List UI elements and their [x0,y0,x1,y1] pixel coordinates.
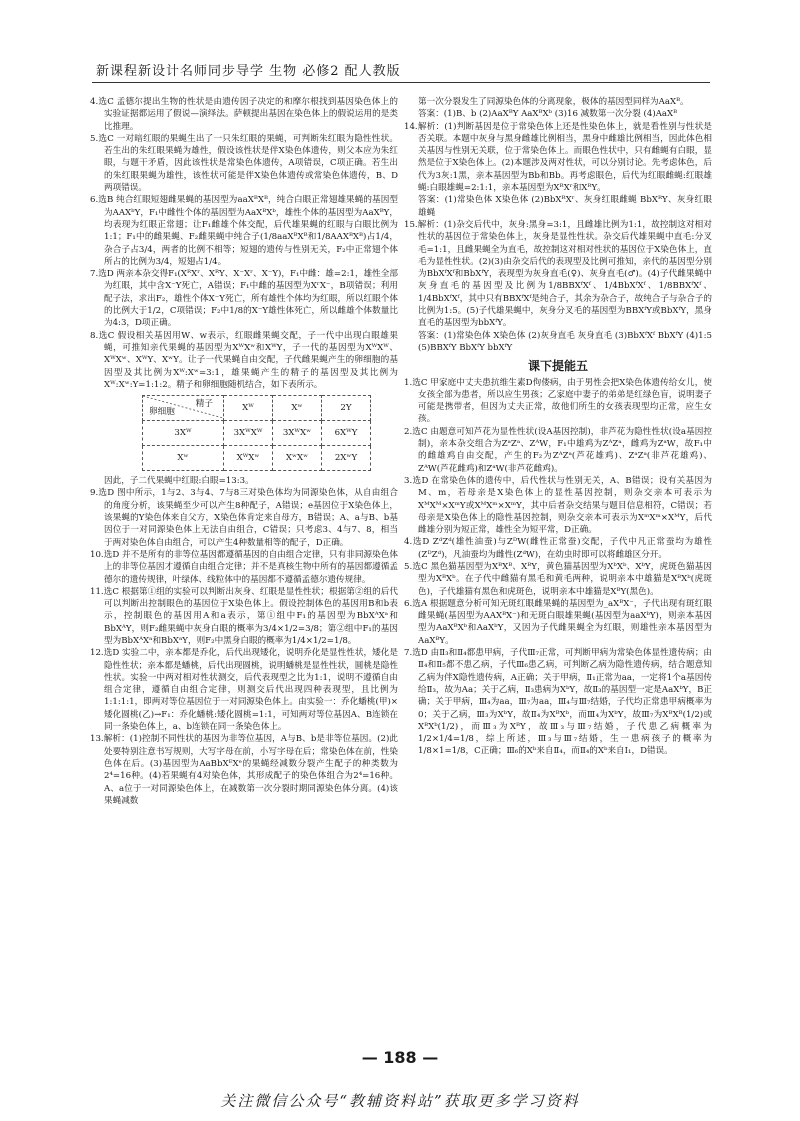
drill-answer-1: 1.选C 甲家庭中丈夫患抗维生素D佝偻病，由于男性会把X染色体遗传给女儿，使女孩全部为患者，所以应生男孩；乙家庭中妻子的弟弟是红绿色盲，说明妻子可能是携带者，但因为丈夫正常，故他们所生的女孩表现型均正常，应生女孩。 [404,377,712,425]
table-cell: XʷXʷ [273,446,322,471]
answer-15: 15.解析：(1)杂交后代中，灰身:黑身=3:1，且雌雄比例为1:1，故控制这对相对性状的基因位于常染色体上，灰身是显性性状。杂交后代雄果蝇中直毛:分叉毛=1:1，且雌果蝇全为直毛，故控制这对相对性状的基因位于X染色体上，直毛为显性性状。(2)(3)由杂交后代的表现型及比例可推知，亲代的基因型分别为BbXᶠXᶠ和BbXᶠY，表现型为灰身直毛(♀)、灰身直毛(♂)。(4)子代雌果蝇中灰身直毛的基因型及比例为1/8BBXᶠXᶠ、1/4BbXᶠXᶠ、1/8BBXᶠXᶠ、1/4BbXᶠXᶠ，其中只有BBXᶠXᶠ是纯合子，其余为杂合子，故纯合子与杂合子的比例为1:5。(5)子代雄果蝇中，灰身分叉毛的基因型为BBXᶠY或BbXᶠY，黑身直毛的基因型为bbXᶠY。 [404,219,712,329]
table-cell: 2XʷY [322,446,371,471]
answer-13-continued: 第一次分裂发生了同源染色体的分离现象，极体的基因型同样为AaXᴮ。 [418,97,689,107]
page-number: — 188 — [361,1048,439,1067]
answer-14-key: 答案：(1)常染色体 X染色体 (2)BbXᴿXʳ、灰身红眼雌蝇 BbXᴿY、灰身红眼雄蝇 [418,195,712,218]
table-cell: 6XᵂY [322,421,371,446]
answer-6: 6.选B 纯合红眼短翅雌果蝇的基因型为aaXᴮXᴮ，纯合白眼正常翅雄果蝇的基因型为AAXᵇY，F₁中雌性个体的基因型为AaXᴮXᵇ，雄性个体的基因型为AaXᴮY，均表现为红眼正常翅；让F₁雌雄个体交配，后代雄果蝇的红眼与白眼比例为1:1；F₁中的雌果蝇、F₂雌果蝇中纯合子(1/8aaXᴮXᴮ和1/8AAXᴮXᴮ)占1/4，杂合子占3/4，两者的比例不相等；短翅的遗传与性别无关，F₂中正常翅个体所占的比例为3/4，短翅占1/4。 [90,195,398,267]
col-header: 2Y [322,396,371,421]
drill-answer-6: 6.选A 根据题意分析可知无斑红眼雌果蝇的基因型为_aXᴮX⁻，子代出现有斑红眼雌果蝇(基因型为AAXᴮX⁻)和无斑白眼雄果蝇(基因型为aaXᵇY)，则亲本基因型为AaXᴮXᵇ和AaXᵇY，又因为子代雌果蝇全为红眼，则雄性亲本基因型为AaXᴮY。 [404,598,712,646]
corner-sperm-label: 精子 [195,399,213,410]
left-column [90,96,398,1041]
answer-8-conclusion: 因此，子二代果蝇中红眼:白眼=13:3。 [104,476,254,487]
table-corner [143,396,224,421]
col-header: Xᵂ [224,396,273,421]
table-row [143,421,371,446]
drill-answer-7: 7.选D 由Ⅱ₃和Ⅱ₄都患甲病，子代Ⅲ₇正常，可判断甲病为常染色体显性遗传病；由Ⅱ₄和Ⅱ₅都不患乙病，子代Ⅲ₆患乙病，可判断乙病为隐性遗传病，结合题意知乙病为伴X隐性遗传病，A正确；关于甲病，Ⅱ₁正常为aa，一定将1个a基因传给Ⅱ₃，故为Aa；关于乙病，Ⅱ₃患病为XᵇY，故Ⅱ₃的基因型一定是AaXᵇY，B正确；关于甲病，Ⅲ₄为aa，Ⅲ₇为aa，Ⅲ₄与Ⅲ₇结婚，子代均正常患甲病概率为0；关于乙病，Ⅲ₃为XᵇY，故Ⅱ₄为XᴮXᵇ，而Ⅲ₄为XᵇY，故Ⅲ₇为XᴮXᴮ(1/2)或XᴮXᵇ(1/2)，而Ⅲ₃为XᴮY，故Ⅲ₃与Ⅲ₇结婚，子代患乙病概率为1/2×1/4=1/8，综上所述，Ⅲ₃与Ⅲ₇结婚，生一患病孩子的概率为1/8×1=1/8，C正确；Ⅲ₆的Xᵇ来自Ⅱ₄，而Ⅱ₄的Xᵇ来自Ⅰ₁，D错误。 [404,648,712,757]
gamete-cross-table [142,395,371,471]
right-column [404,96,712,758]
section-title: 课下提能五 [527,359,588,374]
answer-14: 14.解析：(1)判断基因是位于常染色体上还是性染色体上，就是看性别与性状是否关联。本题中灰身与黑身雌雄比例相当，黑身中雌雄比例相当，因此体色相关基因与性别无关联，位于常染色体上。而眼色性状中，只有雌蝇有白眼，显然是位于X染色体上。(2)本题涉及两对性状，可以分别讨论。先考虑体色，后代为3灰:1黑，亲本基因型为Bb和Bb。再考虑眼色，后代为红眼雌蝇:红眼雄蝇:白眼雄蝇=2:1:1，亲本基因型为XᴿXʳ和XᴿY。 [404,121,712,194]
row-header: Xʷ [143,446,224,471]
answer-5: 5.选C 一对暗红眼的果蝇生出了一只朱红眼的果蝇，可判断朱红眼为隐性性状。若生出的朱红眼果蝇为雄性，假设该性状是伴X染色体遗传，则父本应为朱红眼，与题干矛盾，因此该性状是常染色体遗传，A项错误，C项正确。若生出的朱红眼果蝇为雄性，该性状可能是伴X染色体遗传或常染色体遗传，B、D两项错误。 [90,133,398,194]
header-rule [92,82,710,83]
answer-7: 7.选D 两亲本杂交得F₁(XᴿXʳ、XᴿY、X⁻Xʳ、X⁻Y)，F₁中雌：雄=2:1，雄性全部为红眼，其中含X⁻Y死亡，A错误；F₁中雌的基因型为XʳX⁻，B项错误；利用配子法，求出F₂，雄性个体X⁻Y死亡，所有雄性个体均为红眼，所以红眼个体的比例大于1/2，C项错误；F₂中1/8的X⁻Y雄性体死亡，所以雌雄个体数量比为4:3，D项正确。 [90,269,398,329]
row-header: 3Xᵂ [143,421,224,446]
drill-answer-5: 5.选C 黑色猫基因型为XᴮXᴮ、XᴮY，黄色猫基因型为XᵇXᵇ、XᵇY，虎斑色猫基因型为XᴮXᵇ。在子代中雌猫有黑毛和黄毛两种，说明亲本中雄猫是XᴮXᵇ(虎斑色)，子代雄猫有黑色和虎斑色，说明亲本中雄猫是XᴮY(黑色)。 [404,561,712,597]
answer-15-key: 答案：(1)常染色体 X染色体 (2)灰身直毛 灰身直毛 (3)BbXᶠXᶠ BbXᶠY (4)1:5 (5)BBXᶠY BbXᶠY bbXᶠY [418,330,712,353]
answer-10: 10.选D 并不是所有的非等位基因都遵循基因的自由组合定律，只有非同源染色体上的非等位基因才遵循自由组合定律；并不是真核生物中所有的基因都遵循孟德尔的遗传规律，叶绿体、线粒体中的基因都不遵循孟德尔遗传规律。 [90,549,398,585]
corner-egg-label: 卵细胞 [149,406,175,417]
drill-answer-2: 2.选C 由题意可知芦花为显性性状(设A基因控制)，非芦花为隐性性状(设a基因控制)，亲本杂交组合为ZᵃZᵃ、ZᴬW，F₁中雄鸡为ZᴬZᵃ，雌鸡为ZᵃW，故F₁中的雌雄鸡自由交配，产生的F₂为ZᴬZᵃ(芦花雄鸡)、ZᵃZᵃ(非芦花雄鸡)、ZᴬW(芦花雌鸡)和ZᵃW(非芦花雌鸡)。 [404,426,712,474]
footer-note: 关注微信公众号“教辅资料站”获取更多学习资料 [220,1092,580,1110]
answer-13: 13.解析：(1)控制不同性状的基因为非等位基因，A与B、b是非等位基因。(2)此处要特别注意书写规则，大写字母在前，小写字母在后；常染色体在前，性染色体在后。(3)基因型为AaBbXᴱXᵉ的果蝇经减数分裂产生配子的种类数为2⁴=16种。(4)若果蝇有4对染色体，其形成配子的染色体组合为2⁴=16种。A、a位于一对同源染色体上，在减数第一次分裂时期同源染色体分离。(4)该果蝇减数 [90,734,398,806]
answer-12: 12.选D 实验二中，亲本都是乔化，后代出现矮化，说明乔化是显性性状，矮化是隐性性状；亲本都是蟠桃，后代出现圆桃，说明蟠桃是显性性状，圆桃是隐性性状。实验一中两对相对性状测交，后代表现型之比为1:1，说明不遵循自由组合定律，遵循自由组合定律，则测交后代出现四种表现型，且比例为1:1:1:1，即两对等位基因位于一对同源染色体上。由实验一：乔化蟠桃(甲)×矮化圆桃(乙)→F₁：乔化蟠桃:矮化圆桃=1:1，可知两对等位基因A、B连锁在同一条染色体上，a、b连锁在同一条染色体上。 [90,648,398,733]
answer-8: 8.选C 假设相关基因用W、w表示，红眼雌果蝇交配，子一代中出现白眼雄果蝇，可推知亲代果蝇的基因型为XᵂXʷ和XᵂY，子一代的基因型为XᵂXᵂ、XᵂXʷ、XᵂY、XʷY。让子一代果蝇自由交配，子代雌果蝇产生的卵细胞的基因型及其比例为Xᵂ:Xʷ=3:1，雄果蝇产生的精子的基因型及其比例为Xᵂ:Xʷ:Y=1:1:2。精子和卵细胞随机结合，如下表所示。 [90,330,398,390]
answer-13-key: 答案：(1)B、b (2)AaXᴮY AaXᴮXᵇ (3)16 减数第一次分裂 (4)AaXᴮ [418,109,678,120]
drill-answer-3: 3.选D 在常染色体的遗传中，后代性状与性别无关，A、B错误；设有关基因为M、m，若母亲是X染色体上的显性基因控制，则杂交亲本可表示为XᴹXᴹ×XᵐY或XᴹXᵐ×XᵐY，其中后者杂交结果与题目信息相符，C错误；若母亲是X染色体上的隐性基因控制，则杂交亲本可表示为XᵐXᵐ×XᴹY，后代雌雄分别为短正常，雄性全为短平常，D正确。 [404,475,712,536]
col-header: Xʷ [273,396,322,421]
drill-answer-4: 4.选D ZᵈZᵈ(雄性油蚕)与ZᴰW(雌性正常蚕)交配，子代中凡正常蚕均为雄性(ZᴰZᵈ)，凡油蚕均为雌性(ZᵈW)，在幼虫时即可以将雌雄区分开。 [404,537,712,560]
answer-9: 9.选D 图中所示，1与2、3与4、7与8三对染色体均为同源染色体，从自由组合的角度分析，该果蝇至少可以产生8种配子，A错误；e基因位于X染色体上，该果蝇的Y染色体来自父方，X染色体肯定来自母方，B错误；A、a与B、b基因位于一对同源染色体上无法自由组合，C错误；只考虑3、4与7、8，相当于两对染色体自由组合，可以产生4种数量相等的配子，D正确。 [90,488,398,548]
table-row [143,446,371,471]
running-header: 新课程新设计名师同步导学 生物 必修2 配人教版 [96,64,401,79]
answer-4: 4.选C 孟德尔提出生物的性状是由遗传因子决定的和摩尔根找到基因染色体上的实验证据都运用了假说—演绎法。萨顿提出基因在染色体上的假说运用的是类比推理。 [90,97,398,132]
answer-11: 11.选C 根据第①组的实验可以判断出灰身、红眼是显性性状；根据第②组的后代可以判断出控制眼色的基因位于X染色体上。假设控制体色的基因用B和b表示，控制眼色的基因用A和a表示，第①组中F₁的基因型为BbXᴬXᵃ和BbXᴬY，则F₂雌果蝇中灰身白眼的概率为3/4×1/2=3/8；第②组中F₁的基因型为BbXᴬXᵃ和BbXᵃY，则F₂中黑身白眼的概率为1/4×1/2=1/8。 [90,586,398,646]
table-cell: 3XᵂXᵂ [224,421,273,446]
table-cell: 3XᵂXʷ [273,421,322,446]
table-cell: XᵂXʷ [224,446,273,471]
